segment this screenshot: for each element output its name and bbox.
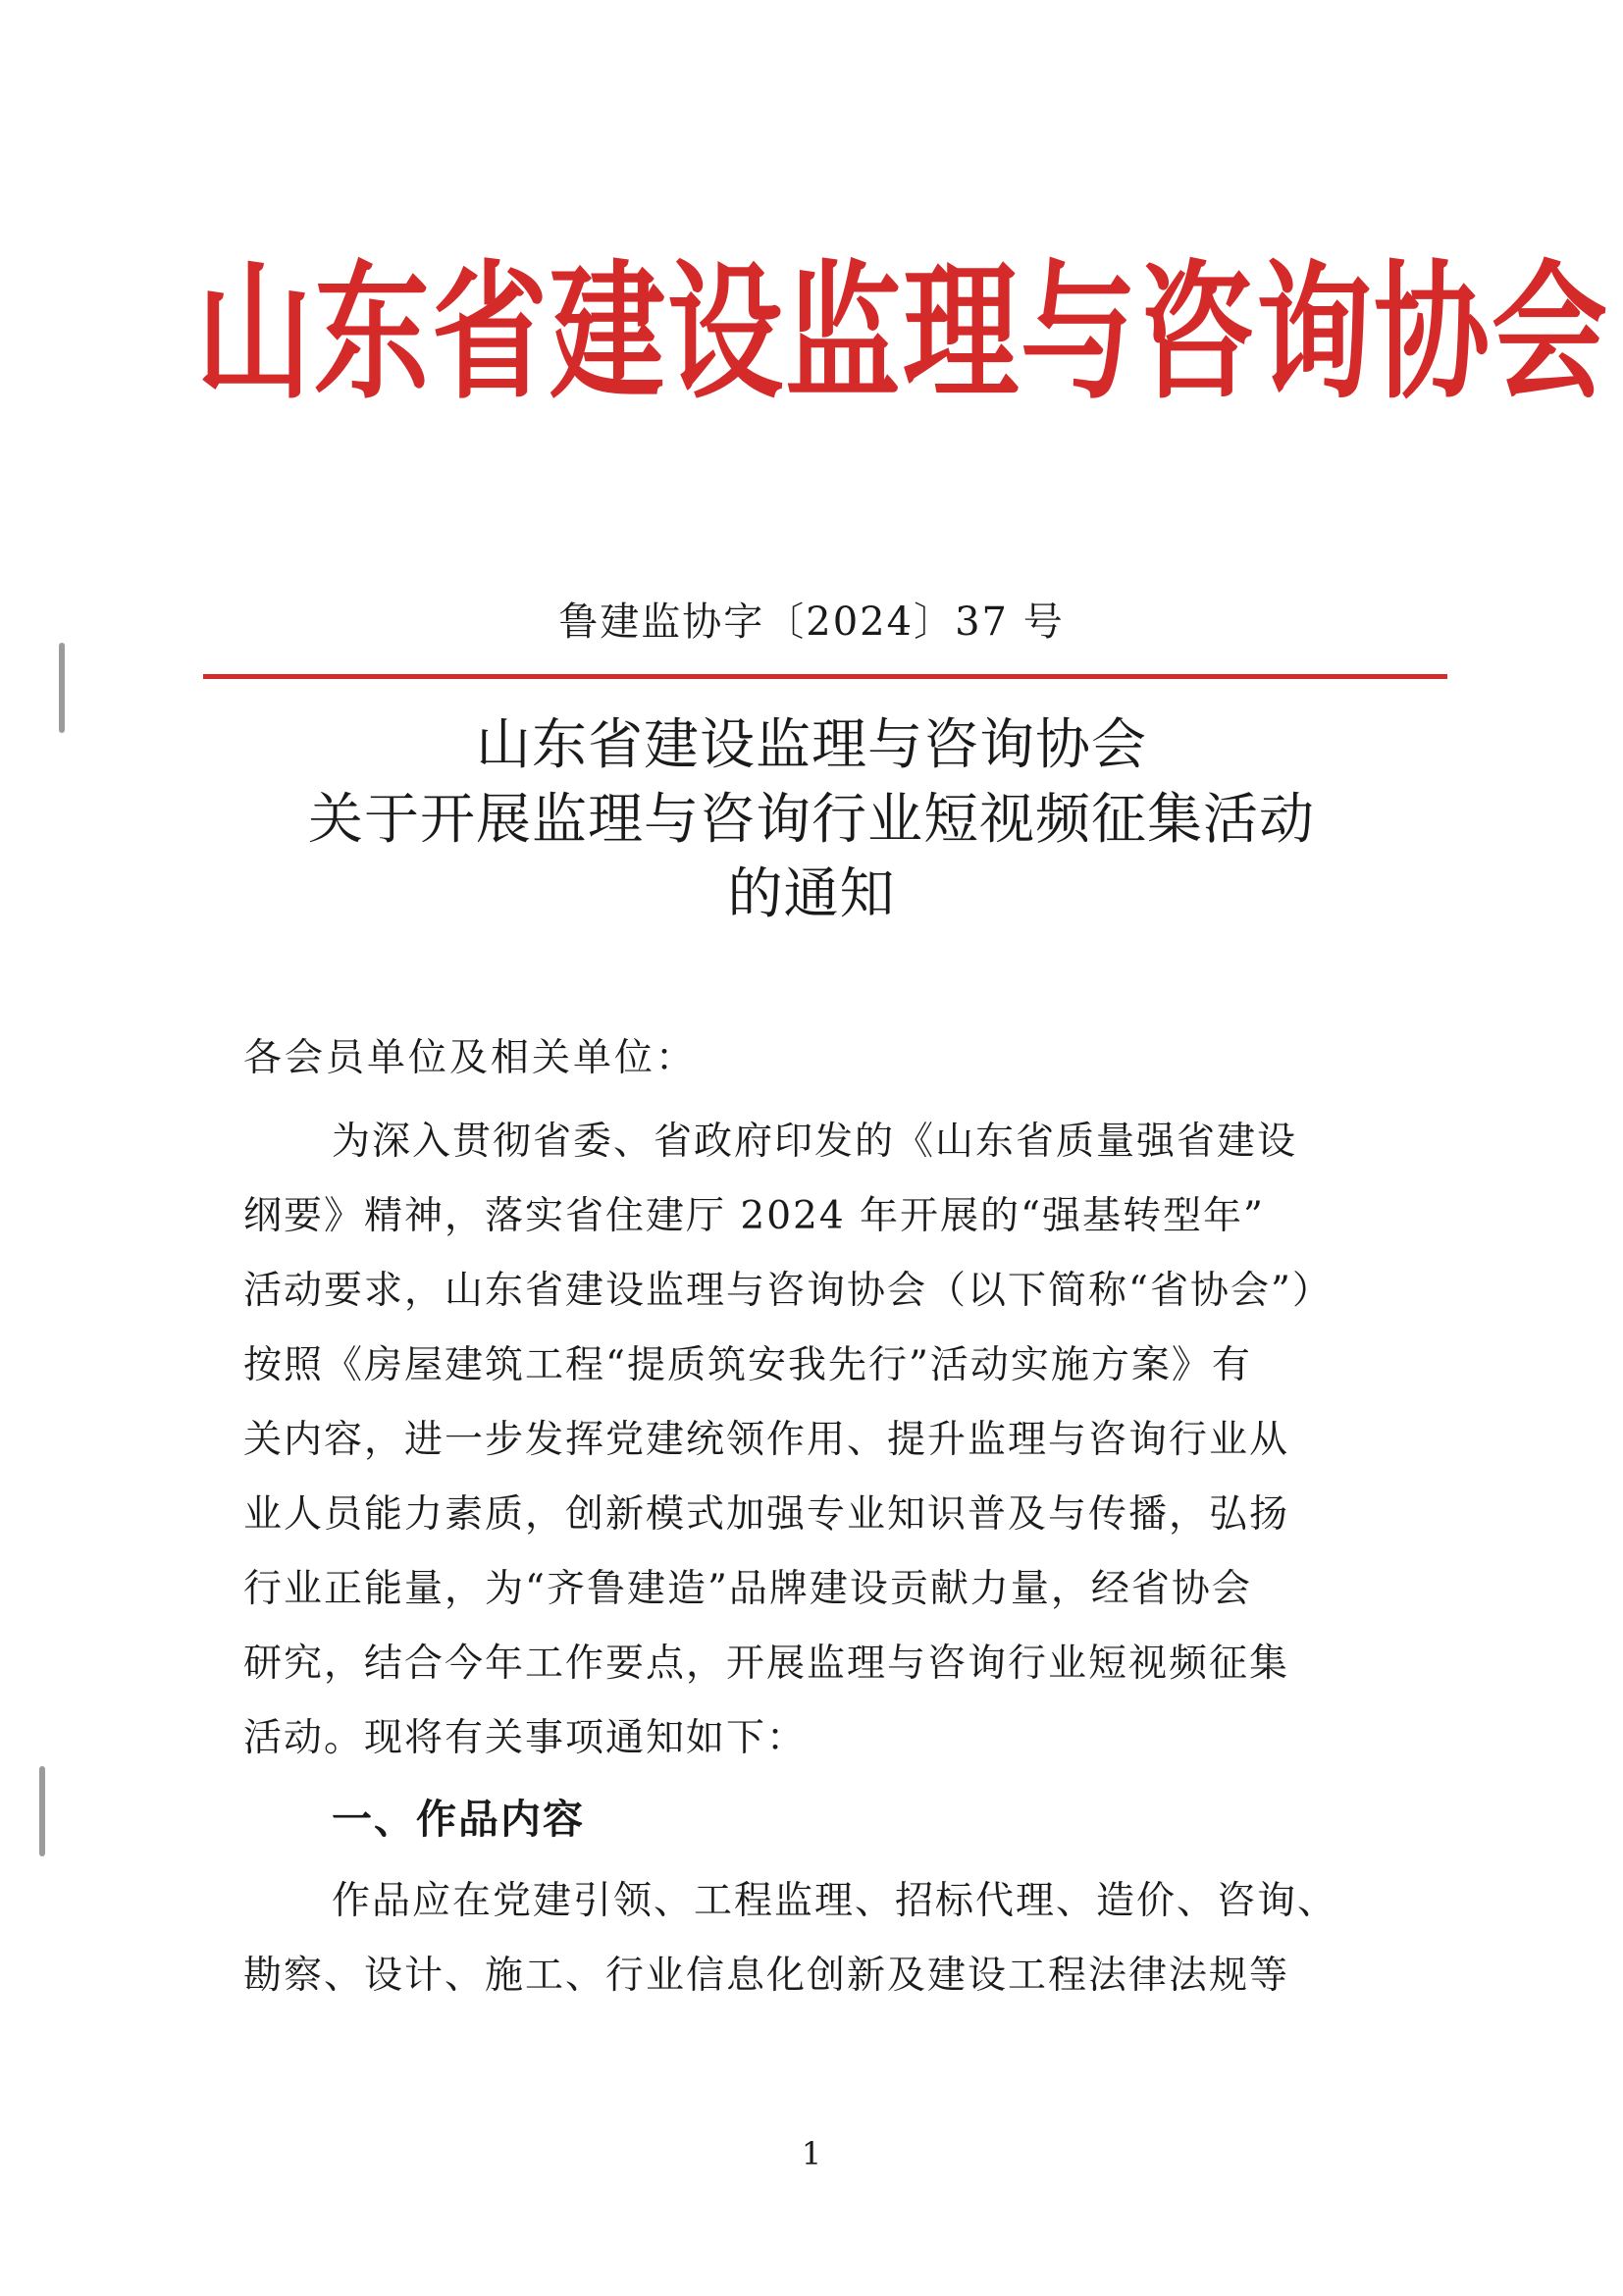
section-paragraph xyxy=(243,1864,1382,2013)
page-number: 1 xyxy=(801,2135,822,2172)
body-line: 活动。现将有关事项通知如下： xyxy=(243,1716,808,1760)
salutation: 各会员单位及相关单位： xyxy=(243,1036,698,1080)
body-line: 行业正能量，为“齐鲁建造”品牌建设贡献力量，经省协会 xyxy=(243,1567,1252,1611)
body-line: 关内容，进一步发挥党建统领作用、提升监理与咨询行业从 xyxy=(243,1418,1290,1462)
body-line: 纲要》精神，落实省住建厅 2024 年开展的“强基转型年” xyxy=(243,1194,1265,1238)
body-paragraph xyxy=(243,1105,1382,1776)
title-line: 的通知 xyxy=(727,862,896,926)
document-number: 鲁建监协字〔2024〕37 号 xyxy=(558,600,1065,645)
body-line: 业人员能力素质，创新模式加强专业知识普及与传播，弘扬 xyxy=(243,1492,1290,1537)
title-line: 山东省建设监理与咨询协会 xyxy=(476,713,1147,777)
scan-mark-lower xyxy=(39,1766,45,1856)
masthead-organization-name: 山东省建设监理与咨询协会 xyxy=(196,244,1610,420)
section-heading: 一、作品内容 xyxy=(332,1796,585,1843)
body-line: 研究，结合今年工作要点，开展监理与咨询行业短视频征集 xyxy=(243,1642,1290,1686)
body-line: 勘察、设计、施工、行业信息化创新及建设工程法律法规等 xyxy=(243,1954,1290,1998)
red-divider-rule xyxy=(203,674,1447,679)
notice-title xyxy=(0,708,1623,932)
body-line: 活动要求，山东省建设监理与咨询协会（以下简称“省协会”） xyxy=(243,1269,1333,1313)
body-line: 作品应在党建引领、工程监理、招标代理、造价、咨询、 xyxy=(332,1879,1338,1923)
body-line: 按照《房屋建筑工程“提质筑安我先行”活动实施方案》有 xyxy=(243,1343,1252,1387)
title-line: 关于开展监理与咨询行业短视频征集活动 xyxy=(308,788,1315,852)
body-line: 为深入贯彻省委、省政府印发的《山东省质量强省建设 xyxy=(332,1120,1298,1164)
